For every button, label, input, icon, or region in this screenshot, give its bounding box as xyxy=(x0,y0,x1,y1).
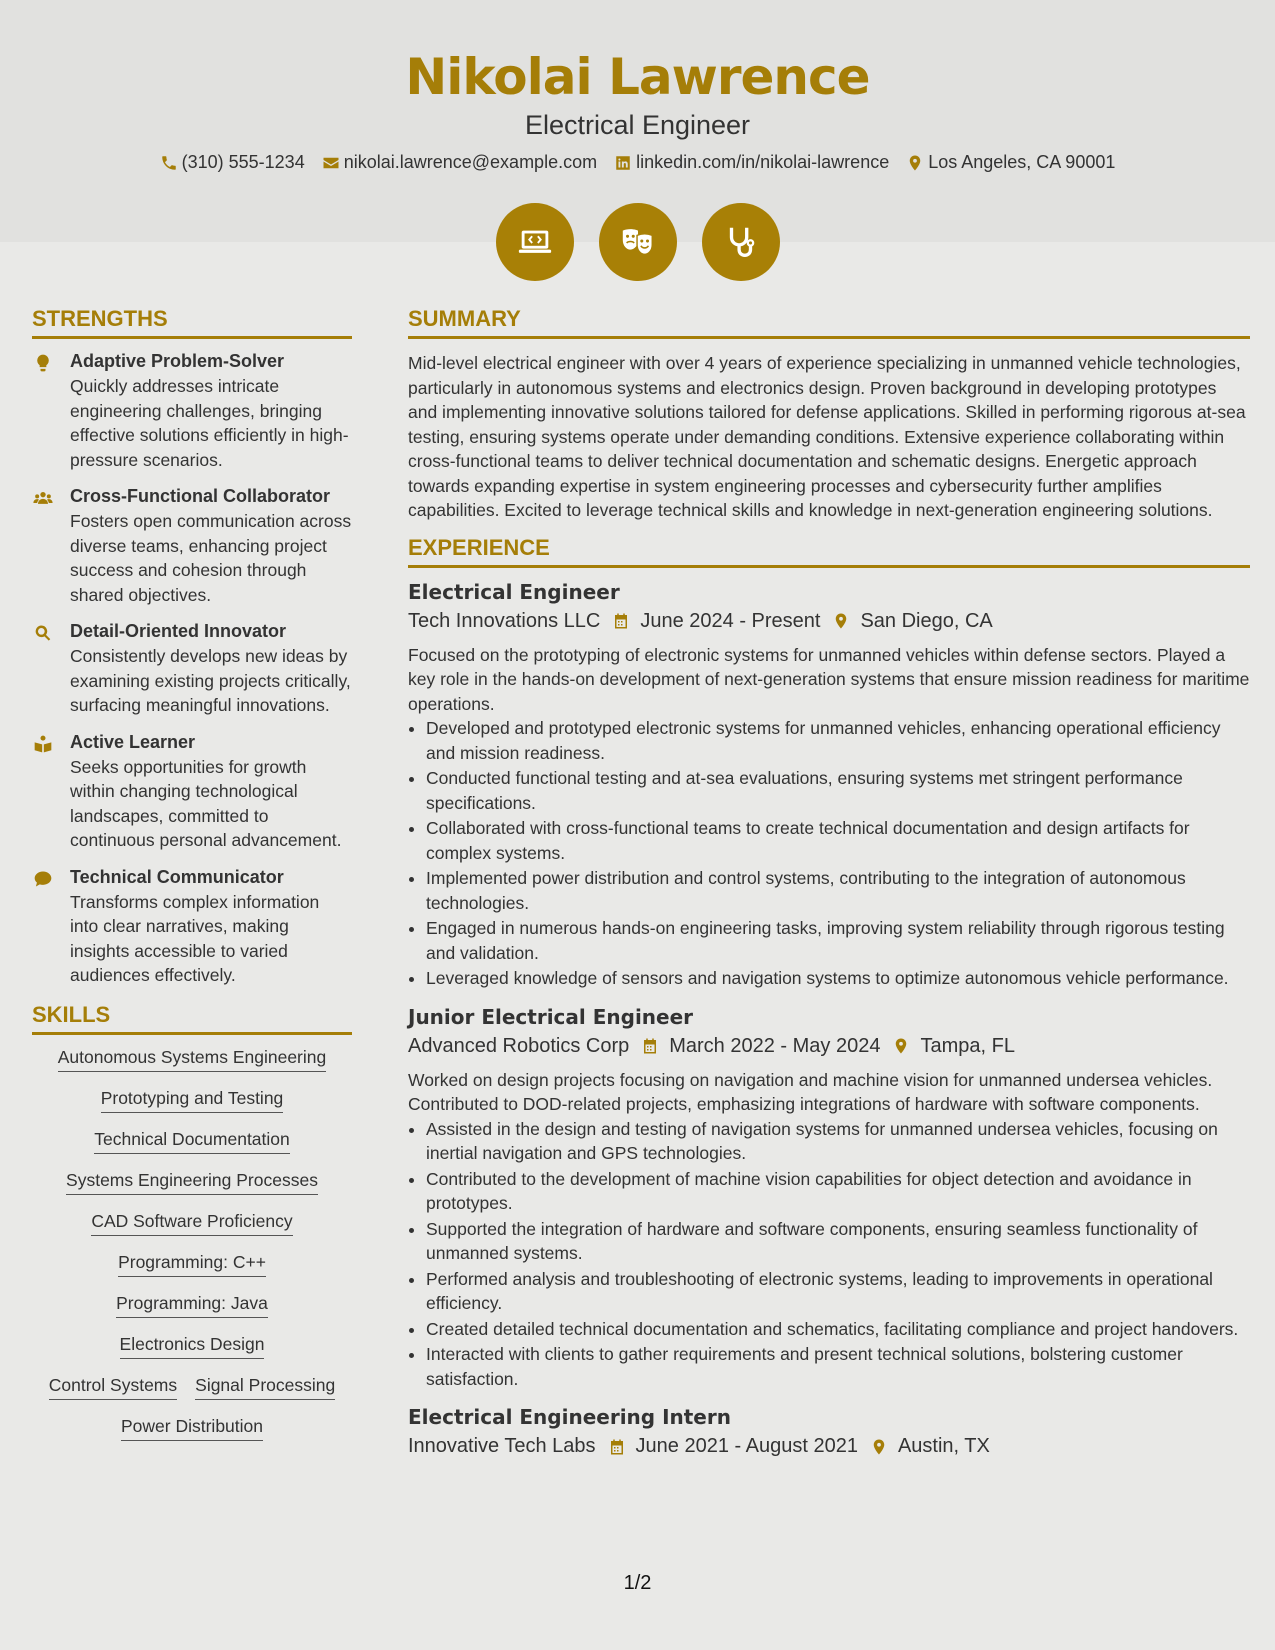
contact-email[interactable] xyxy=(322,152,597,173)
skill-tag: Autonomous Systems Engineering xyxy=(58,1047,326,1072)
job-bullet: • Assisted in the design and testing of navigation systems for unmanned undersea vehicles, focusing on inertial navigation and GPS technologies. xyxy=(426,1117,1250,1166)
job-bullet: • Implemented power distribution and control systems, contributing to the integration of autonomous technologies. xyxy=(426,866,1250,915)
theater-masks-icon xyxy=(599,203,677,281)
contact-bar xyxy=(0,152,1275,173)
strength-desc: Consistently develops new ideas by examining existing projects critically, surfacing meaningful innovations. xyxy=(70,646,351,715)
calendar-icon xyxy=(641,1036,659,1056)
calendar-icon xyxy=(608,1437,626,1457)
laptop-code-icon xyxy=(496,203,574,281)
job-bullet: • Contributed to the development of machine vision capabilities for object detection and avoidance in prototypes. xyxy=(426,1167,1250,1216)
job-company: Innovative Tech Labs xyxy=(408,1435,596,1457)
job-company: Advanced Robotics Corp xyxy=(408,1034,630,1057)
job-bullet: • Engaged in numerous hands-on engineering tasks, improving system reliability through rigorous testing and validation. xyxy=(426,916,1250,965)
skill-tag: Signal Processing xyxy=(195,1375,335,1400)
job-bullet: • Performed analysis and troubleshooting of electronic systems, leading to improvements in operational efficiency. xyxy=(426,1267,1250,1316)
contact-location xyxy=(906,152,1115,173)
strength-item xyxy=(32,867,352,988)
skill-tag: Programming: C++ xyxy=(118,1252,266,1277)
strength-desc: Transforms complex information into clear narratives, making insights accessible to varied audiences effectively. xyxy=(70,891,320,985)
phone-icon xyxy=(160,154,178,172)
map-marker-icon xyxy=(832,611,850,631)
job-bullet: • Developed and prototyped electronic systems for unmanned vehicles, enhancing operational efficiency and mission readiness. xyxy=(426,716,1250,765)
strengths-heading: STRENGTHS xyxy=(32,306,352,339)
job-bullet: • Interacted with clients to gather requirements and present technical solutions, bolstering customer satisfaction. xyxy=(426,1342,1250,1391)
job-bullets xyxy=(408,1117,1250,1392)
phone-text: (310) 555-1234 xyxy=(181,152,305,172)
job-description: Focused on the prototyping of electronic systems for unmanned vehicles within defense sectors. Played a key role in the hands-on development of next-generation systems that ensure mission readiness for maritime operations. xyxy=(408,644,1250,714)
right-column xyxy=(408,306,1250,1468)
skills-list xyxy=(32,1047,352,1441)
job-company: Tech Innovations LLC xyxy=(408,609,601,632)
job-bullets xyxy=(408,716,1250,991)
candidate-role: Electrical Engineer xyxy=(524,110,751,140)
job-entry xyxy=(408,1405,1250,1458)
job-bullet: • Conducted functional testing and at-sea evaluations, ensuring systems met stringent performance specifications. xyxy=(426,766,1250,815)
strength-desc: Seeks opportunities for growth within changing technological landscapes, committed to continuous personal advancement. xyxy=(70,756,342,850)
skill-tag: Prototyping and Testing xyxy=(101,1088,284,1113)
job-meta xyxy=(408,1035,1250,1058)
contact-phone[interactable] xyxy=(160,152,305,173)
job-dates: June 2024 - Present xyxy=(640,609,821,632)
job-bullet: • Leveraged knowledge of sensors and navigation systems to optimize autonomous vehicle performance. xyxy=(426,966,1250,991)
map-marker-icon xyxy=(906,154,924,172)
job-meta xyxy=(408,1435,1250,1458)
envelope-icon xyxy=(322,154,340,172)
strength-item xyxy=(32,621,352,718)
job-location: San Diego, CA xyxy=(860,609,993,632)
calendar-icon xyxy=(612,611,630,631)
stethoscope-icon xyxy=(702,203,780,281)
skill-tag: Programming: Java xyxy=(116,1293,268,1318)
map-marker-icon xyxy=(892,1036,910,1056)
hero-icons xyxy=(0,203,1275,281)
left-column xyxy=(32,306,352,1457)
strength-desc: Quickly addresses intricate engineering challenges, bringing effective solutions efficiently in high-pressure scenarios. xyxy=(70,376,349,470)
search-icon xyxy=(32,623,54,643)
job-meta xyxy=(408,610,1250,633)
strength-desc: Fosters open communication across diverse teams, enhancing project success and cohesion through shared objectives. xyxy=(70,511,352,605)
strength-item xyxy=(32,732,352,853)
job-location: Austin, TX xyxy=(897,1435,990,1457)
strength-title: Technical Communicator xyxy=(70,866,284,887)
strength-item xyxy=(32,486,352,607)
job-title: Junior Electrical Engineer xyxy=(408,1004,694,1029)
job-dates: March 2022 - May 2024 xyxy=(669,1034,881,1057)
skill-tag: Technical Documentation xyxy=(94,1129,290,1154)
skill-tag: Power Distribution xyxy=(121,1416,263,1441)
job-location: Tampa, FL xyxy=(920,1034,1015,1057)
strength-title: Active Learner xyxy=(70,731,196,752)
email-text: nikolai.lawrence@example.com xyxy=(343,152,598,172)
summary-text: Mid-level electrical engineer with over 4 years of experience specializing in unmanned vehicle technologies, particularly in autonomous systems and electronics design. Proven background in developing prototypes and implementing innovative solutions tailored for defense applications. Skilled in performing rigorous at-sea testing, ensuring systems operate under demanding conditions. Extensive experience collaborating within cross-functional teams to deliver technical documentation and schematic designs. Energetic approach towards expanding expertise in system engineering processes and cybersecurity further amplifies capabilities. Excited to leverage technical skills and knowledge in next-generation engineering solutions. xyxy=(408,353,1246,520)
strength-title: Adaptive Problem-Solver xyxy=(70,351,285,371)
users-icon xyxy=(32,488,54,508)
lightbulb-icon xyxy=(32,353,54,373)
skill-tag: Systems Engineering Processes xyxy=(66,1170,318,1195)
job-entry xyxy=(408,1005,1250,1392)
experience-heading: EXPERIENCE xyxy=(408,535,1250,568)
strength-title: Detail-Oriented Innovator xyxy=(70,621,287,641)
skill-tag: Control Systems xyxy=(49,1375,177,1400)
candidate-name: Nikolai Lawrence xyxy=(405,48,870,106)
linkedin-text: linkedin.com/in/nikolai-lawrence xyxy=(636,152,890,172)
job-dates: June 2021 - August 2021 xyxy=(635,1435,858,1457)
job-entry xyxy=(408,580,1250,991)
summary-heading: SUMMARY xyxy=(408,306,1250,339)
book-reader-icon xyxy=(32,734,54,754)
strength-item xyxy=(32,351,352,472)
job-title: Electrical Engineer xyxy=(408,579,620,604)
linkedin-icon xyxy=(614,154,632,172)
job-title: Electrical Engineering Intern xyxy=(408,1405,731,1429)
comment-icon xyxy=(32,869,54,889)
skill-tag: Electronics Design xyxy=(120,1334,265,1359)
page-number: 1/2 xyxy=(623,1572,652,1594)
skill-tag: CAD Software Proficiency xyxy=(91,1211,292,1236)
map-marker-icon xyxy=(870,1437,888,1457)
job-bullet: • Collaborated with cross-functional teams to create technical documentation and design artifacts for complex systems. xyxy=(426,816,1250,865)
strength-title: Cross-Functional Collaborator xyxy=(70,486,331,506)
job-bullet: • Supported the integration of hardware and software components, ensuring seamless functionality of unmanned systems. xyxy=(426,1217,1250,1266)
job-bullet: • Created detailed technical documentation and schematics, facilitating compliance and project handovers. xyxy=(426,1317,1250,1342)
location-text: Los Angeles, CA 90001 xyxy=(928,152,1116,172)
skills-heading: SKILLS xyxy=(32,1002,352,1035)
job-description: Worked on design projects focusing on navigation and machine vision for unmanned undersea vehicles. Contributed to DOD-related projects, emphasizing integrations of hardware with software components. xyxy=(408,1069,1213,1114)
contact-linkedin[interactable] xyxy=(614,152,889,173)
